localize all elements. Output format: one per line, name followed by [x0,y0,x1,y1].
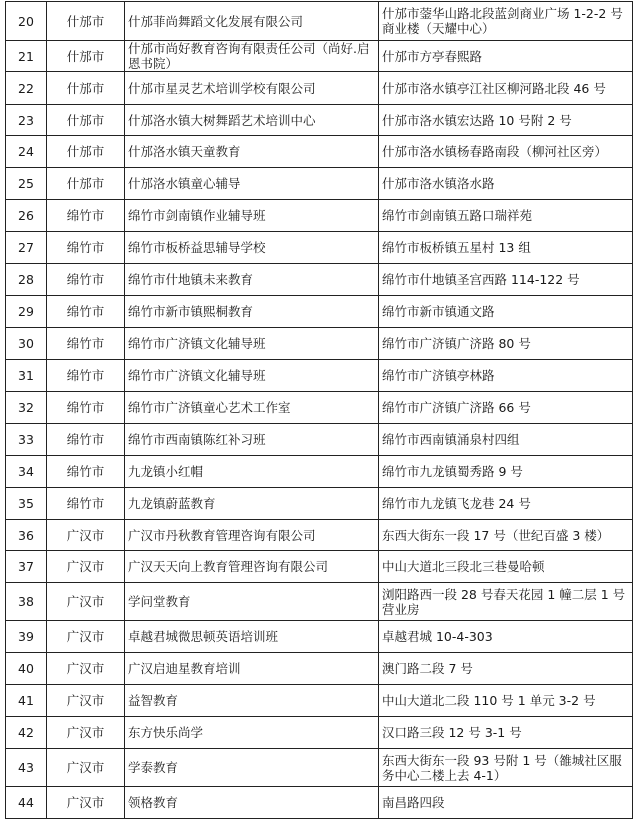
table-row [6,392,633,424]
row-number: 24 [6,136,47,168]
row-city: 绵竹市 [47,296,125,328]
row-address: 绵竹市西南镇涌泉村四组 [379,424,633,456]
row-city: 绵竹市 [47,456,125,488]
row-number: 27 [6,232,47,264]
row-number: 29 [6,296,47,328]
row-address: 南昌路四段 [379,787,633,819]
row-institution-name: 绵竹市广济镇文化辅导班 [125,328,379,360]
row-institution-name: 绵竹市广济镇文化辅导班 [125,360,379,392]
row-number: 41 [6,685,47,717]
row-institution-name: 学问堂教育 [125,583,379,621]
table-row [6,2,633,41]
row-address: 绵竹市新市镇通文路 [379,296,633,328]
row-city: 广汉市 [47,685,125,717]
row-number: 21 [6,41,47,72]
institution-table [5,1,633,819]
row-institution-name: 什邡菲尚舞蹈文化发展有限公司 [125,2,379,41]
row-address: 中山大道北二段 110 号 1 单元 3-2 号 [379,685,633,717]
row-address: 绵竹市广济镇广济路 80 号 [379,328,633,360]
row-number: 40 [6,653,47,685]
row-number: 36 [6,520,47,551]
row-institution-name: 绵竹市剑南镇作业辅导班 [125,200,379,232]
row-number: 37 [6,551,47,583]
row-institution-name: 益智教育 [125,685,379,717]
table-row [6,787,633,819]
table-row [6,232,633,264]
row-number: 42 [6,717,47,749]
table-row [6,717,633,749]
table-row [6,551,633,583]
row-institution-name: 绵竹市西南镇陈红补习班 [125,424,379,456]
row-number: 32 [6,392,47,424]
table-row [6,105,633,136]
row-address: 中山大道北三段北三巷曼哈顿 [379,551,633,583]
row-institution-name: 绵竹市广济镇童心艺术工作室 [125,392,379,424]
row-city: 绵竹市 [47,488,125,520]
table-row [6,72,633,105]
table-row [6,488,633,520]
row-city: 什邡市 [47,2,125,41]
row-number: 30 [6,328,47,360]
row-institution-name: 广汉市丹秋教育管理咨询有限公司 [125,520,379,551]
row-institution-name: 绵竹市什地镇未来教育 [125,264,379,296]
table-row [6,136,633,168]
row-institution-name: 九龙镇小红帽 [125,456,379,488]
row-number: 23 [6,105,47,136]
row-city: 绵竹市 [47,200,125,232]
table-row [6,583,633,621]
table-row [6,41,633,72]
table-row [6,749,633,787]
row-number: 39 [6,621,47,653]
row-address: 绵竹市九龙镇蜀秀路 9 号 [379,456,633,488]
row-city: 广汉市 [47,520,125,551]
row-city: 绵竹市 [47,360,125,392]
row-address: 什邡市洛水镇洛水路 [379,168,633,200]
row-city: 广汉市 [47,787,125,819]
row-number: 44 [6,787,47,819]
row-address: 绵竹市九龙镇飞龙巷 24 号 [379,488,633,520]
row-address: 卓越君城 10-4-303 [379,621,633,653]
row-city: 广汉市 [47,717,125,749]
table-row [6,328,633,360]
row-number: 43 [6,749,47,787]
row-city: 什邡市 [47,72,125,105]
row-address: 什邡市方亭春熙路 [379,41,633,72]
table-row [6,200,633,232]
row-city: 绵竹市 [47,424,125,456]
row-institution-name: 什邡洛水镇童心辅导 [125,168,379,200]
row-number: 20 [6,2,47,41]
row-institution-name: 卓越君城微思顿英语培训班 [125,621,379,653]
row-city: 广汉市 [47,653,125,685]
row-city: 什邡市 [47,41,125,72]
row-address: 浏阳路西一段 28 号春天花园 1 幢二层 1 号营业房 [379,583,633,621]
table-row [6,296,633,328]
row-number: 38 [6,583,47,621]
row-institution-name: 什邡市尚好教育咨询有限责任公司（尚好.启恩书院） [125,41,379,72]
row-address: 东西大街东一段 93 号附 1 号（雒城社区服务中心二楼上去 4-1） [379,749,633,787]
row-address: 绵竹市什地镇圣宫西路 114-122 号 [379,264,633,296]
row-address: 什邡市蓥华山路北段蓝剑商业广场 1-2-2 号商业楼（天耀中心） [379,2,633,41]
row-city: 绵竹市 [47,264,125,296]
row-city: 绵竹市 [47,392,125,424]
table-row [6,264,633,296]
table-row [6,653,633,685]
table-row [6,424,633,456]
row-number: 33 [6,424,47,456]
row-city: 什邡市 [47,168,125,200]
row-institution-name: 九龙镇蔚蓝教育 [125,488,379,520]
row-city: 绵竹市 [47,328,125,360]
row-institution-name: 绵竹市新市镇熙桐教育 [125,296,379,328]
table-row [6,168,633,200]
row-city: 广汉市 [47,583,125,621]
row-number: 35 [6,488,47,520]
table-row [6,456,633,488]
row-address: 绵竹市广济镇亭林路 [379,360,633,392]
row-number: 22 [6,72,47,105]
row-institution-name: 什邡洛水镇大树舞蹈艺术培训中心 [125,105,379,136]
row-institution-name: 东方快乐尚学 [125,717,379,749]
table-row [6,685,633,717]
row-address: 澳门路二段 7 号 [379,653,633,685]
row-institution-name: 学泰教育 [125,749,379,787]
row-address: 东西大街东一段 17 号（世纪百盛 3 楼） [379,520,633,551]
row-institution-name: 什邡市星灵艺术培训学校有限公司 [125,72,379,105]
row-city: 什邡市 [47,105,125,136]
row-institution-name: 什邡洛水镇天童教育 [125,136,379,168]
row-address: 绵竹市板桥镇五星村 13 组 [379,232,633,264]
row-number: 31 [6,360,47,392]
row-address: 绵竹市剑南镇五路口瑞祥苑 [379,200,633,232]
row-institution-name: 广汉天天向上教育管理咨询有限公司 [125,551,379,583]
row-institution-name: 绵竹市板桥益思辅导学校 [125,232,379,264]
row-number: 25 [6,168,47,200]
row-address: 绵竹市广济镇广济路 66 号 [379,392,633,424]
row-address: 什邡市洛水镇亭江社区柳河路北段 46 号 [379,72,633,105]
row-number: 26 [6,200,47,232]
row-number: 34 [6,456,47,488]
row-number: 28 [6,264,47,296]
row-city: 绵竹市 [47,232,125,264]
table-row [6,520,633,551]
row-city: 广汉市 [47,749,125,787]
row-city: 广汉市 [47,621,125,653]
row-city: 广汉市 [47,551,125,583]
table-row [6,360,633,392]
row-address: 什邡市洛水镇宏达路 10 号附 2 号 [379,105,633,136]
table-row [6,621,633,653]
row-institution-name: 领格教育 [125,787,379,819]
row-address: 汉口路三段 12 号 3-1 号 [379,717,633,749]
table-body [6,2,633,819]
row-institution-name: 广汉启迪星教育培训 [125,653,379,685]
row-city: 什邡市 [47,136,125,168]
row-address: 什邡市洛水镇杨春路南段（柳河社区旁） [379,136,633,168]
